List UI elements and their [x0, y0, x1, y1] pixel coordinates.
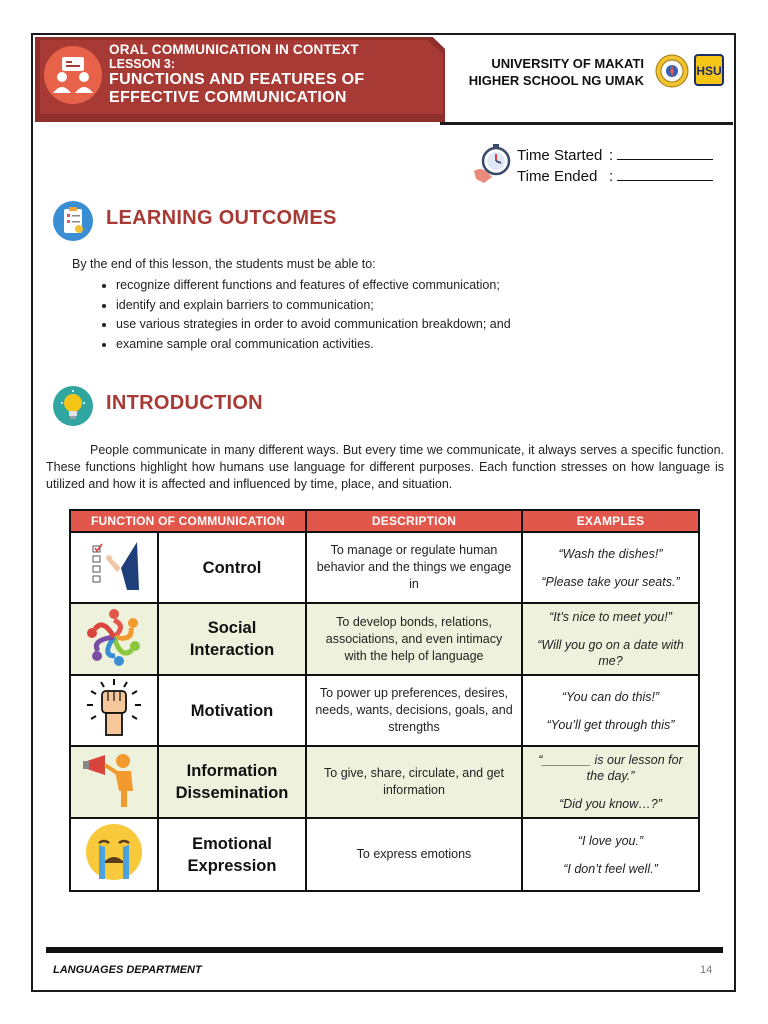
example-text: “_______ is our lesson for the day.” [538, 753, 683, 783]
example-text: “I don’t feel well.” [563, 861, 658, 876]
function-name-cell [158, 675, 306, 746]
header-rule [440, 122, 733, 125]
table-row [70, 675, 699, 746]
institution-block [452, 56, 644, 90]
learning-outcomes-intro: By the end of this lesson, the students must be able to: [72, 257, 376, 271]
lesson-number: LESSON 3: [109, 57, 175, 72]
time-ended-label: Time Ended [517, 168, 598, 185]
people-circle-icon [70, 603, 158, 675]
function-name-line2: Interaction [189, 641, 275, 659]
function-name: Information [186, 762, 278, 780]
example-text: “Wash the dishes!” [558, 546, 663, 561]
page-number: 14 [700, 964, 713, 976]
list-item: • use various strategies in order to avoid communication breakdown; and [116, 315, 716, 335]
time-started-field[interactable] [617, 145, 713, 160]
function-name-cell [158, 746, 306, 818]
function-name-line2: Expression [187, 856, 277, 875]
column-header-function: FUNCTION OF COMMUNICATION [70, 510, 306, 532]
function-name-cell [158, 818, 306, 891]
time-ended-row [517, 166, 713, 185]
example-text: “Please take your seats.” [541, 574, 680, 589]
function-description: To express emotions [306, 818, 522, 891]
list-item: • identify and explain barriers to communication; [116, 296, 716, 316]
function-name-cell [158, 532, 306, 603]
example-text: “Will you go on a date with me? [537, 638, 684, 668]
lesson-title-line1: FUNCTIONS AND FEATURES OF [109, 71, 365, 89]
checklist-hand-icon [70, 532, 158, 603]
checklist-clipboard-icon [53, 201, 93, 241]
example-text: “Did you know…?” [559, 797, 662, 811]
time-started-row [517, 145, 713, 164]
time-ended-field[interactable] [617, 166, 713, 181]
example-text: “It’s nice to meet you!” [549, 610, 672, 624]
raised-fist-icon [70, 675, 158, 746]
communication-icon [44, 46, 102, 104]
function-name: Social [207, 619, 257, 637]
university-seal-icon [655, 54, 689, 88]
column-header-examples: EXAMPLES [522, 510, 699, 532]
function-name: Motivation [190, 701, 274, 720]
university-name: UNIVERSITY OF MAKATI [491, 56, 644, 71]
learning-outcomes-list [92, 276, 716, 354]
example-text: “You’ll get through this” [546, 717, 675, 732]
lightbulb-icon [53, 386, 93, 426]
header-title-block [109, 42, 365, 107]
function-description: To manage or regulate human behavior and the things we engage in [306, 532, 522, 603]
function-name-cell [158, 603, 306, 675]
example-text: “I love you.” [577, 833, 644, 848]
school-name: HIGHER SCHOOL NG UMAK [468, 72, 644, 88]
subject-title: ORAL COMMUNICATION IN CONTEXT [109, 42, 359, 57]
table-row [70, 818, 699, 891]
function-examples [522, 532, 699, 603]
function-description: To power up preferences, desires, needs, wants, decisions, goals, and strengths [306, 675, 522, 746]
hsu-seal-icon [694, 54, 724, 86]
lesson-title-line2: EFFECTIVE COMMUNICATION [109, 89, 347, 107]
stopwatch-icon [472, 141, 516, 185]
hsu-seal-text: HSU [696, 64, 722, 78]
function-description: To give, share, circulate, and get information [306, 746, 522, 818]
table-row [70, 532, 699, 603]
table-row [70, 603, 699, 675]
time-started-colon: : [609, 147, 614, 164]
function-name: Control [202, 558, 262, 577]
introduction-text: People communicate in many different ways. But every time we communicate, it always serves a specific function. These functions highlight how humans use language for different purposes. Each function stresses on how language is utilized and how it is affected and influenced by time, place, and situation. [46, 443, 724, 491]
functions-table [69, 509, 700, 892]
example-text: “You can do this!” [561, 689, 660, 704]
footer-department: LANGUAGES DEPARTMENT [53, 964, 202, 976]
time-ended-colon: : [609, 168, 614, 185]
function-examples [522, 746, 699, 818]
list-item: • examine sample oral communication activities. [116, 335, 716, 355]
function-examples [522, 818, 699, 891]
function-name-line2: Dissemination [175, 784, 289, 802]
megaphone-person-icon [70, 746, 158, 818]
learning-outcomes-title: LEARNING OUTCOMES [106, 207, 337, 229]
column-header-description: DESCRIPTION [306, 510, 522, 532]
function-examples [522, 675, 699, 746]
time-started-label: Time Started [517, 147, 603, 164]
table-header-row [70, 510, 699, 532]
function-examples [522, 603, 699, 675]
function-description: To develop bonds, relations, associations, and even intimacy with the help of language [306, 603, 522, 675]
footer-rule [46, 947, 723, 953]
function-name: Emotional [192, 834, 272, 853]
crying-face-icon [70, 818, 158, 891]
introduction-title: INTRODUCTION [106, 392, 263, 414]
introduction-paragraph [46, 442, 724, 493]
list-item: • recognize different functions and features of effective communication; [116, 276, 716, 296]
table-row [70, 746, 699, 818]
